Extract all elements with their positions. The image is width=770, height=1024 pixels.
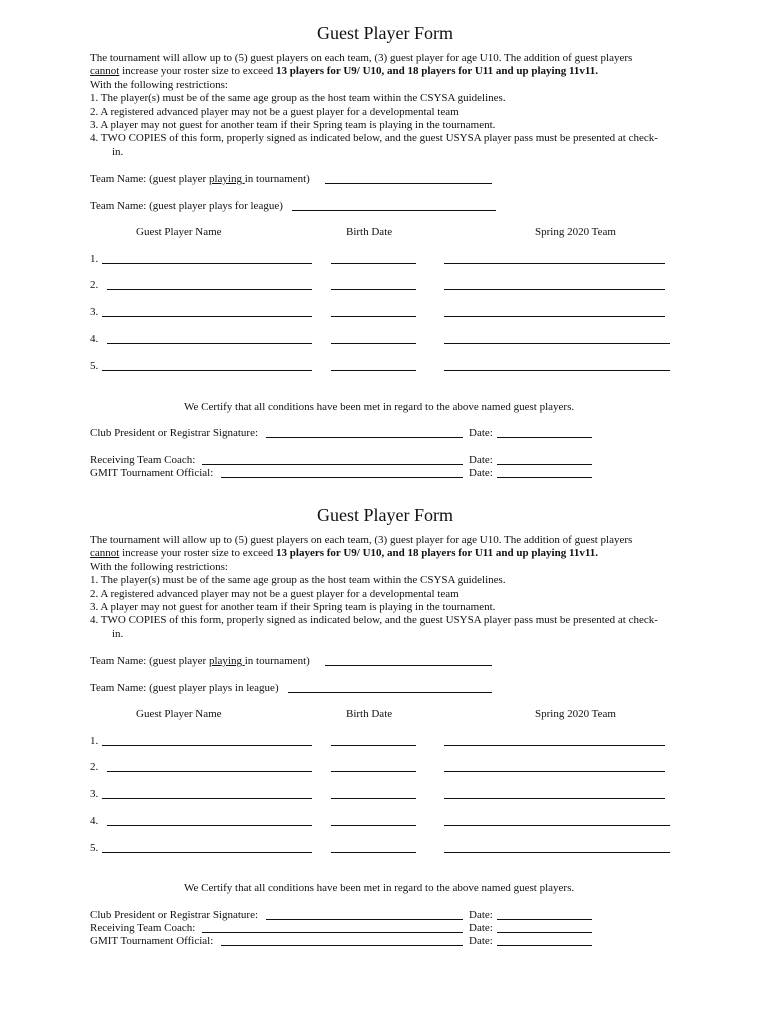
row-number: 4. [90,333,99,345]
player-name-field[interactable] [102,370,312,371]
row-number: 3. [90,306,99,318]
team-name-tournament-field[interactable] [325,183,492,184]
spring-team-field[interactable] [444,343,670,344]
date-field[interactable] [497,477,592,478]
col-header-spring-team: Spring 2020 Team [535,708,616,720]
roster-limit-text: 13 players for U9/ U10, and 18 players for U11 and up playing 11v11. [276,65,599,78]
spring-team-field[interactable] [444,745,665,746]
spring-team-field[interactable] [444,370,670,371]
date-field[interactable] [497,919,592,920]
player-name-field[interactable] [102,263,312,264]
date-label: Date: [469,454,493,466]
form-title: Guest Player Form [317,23,453,43]
date-label: Date: [469,935,493,947]
row-number: 2. [90,761,99,773]
rule-4-continued: in. [112,627,124,640]
team-name-tournament-label: Team Name: (guest player playing in tournament) [90,173,310,185]
player-name-field[interactable] [107,825,312,826]
col-header-name: Guest Player Name [136,226,222,238]
col-header-spring-team: Spring 2020 Team [535,226,616,238]
birth-date-field[interactable] [331,370,416,371]
row-number: 2. [90,279,99,291]
intro-line-2: cannot increase your roster size to exceed 13 players for U9/ U10, and 18 players for U11 and up playing 11v11. [90,65,599,78]
rule-4: 4. TWO COPIES of this form, properly signed as indicated below, and the guest USYSA player pass must be presented at check- [90,614,658,627]
cannot-emphasis: cannot [90,547,120,560]
row-number: 4. [90,815,99,827]
rule-3: 3. A player may not guest for another team if their Spring team is playing in the tournament. [90,601,496,613]
player-name-field[interactable] [102,852,312,853]
player-name-field[interactable] [102,798,312,799]
rule-1: 1. The player(s) must be of the same age group as the host team within the CSYSA guidelines. [90,574,506,587]
official-signature-field[interactable] [221,945,463,946]
president-signature-label: Club President or Registrar Signature: [90,909,259,921]
intro-line-1: The tournament will allow up to (5) guest players on each team, (3) guest player for age U10. The addition of guest players [90,534,633,546]
rule-4: 4. TWO COPIES of this form, properly signed as indicated below, and the guest USYSA player pass must be presented at check- [90,132,658,145]
birth-date-field[interactable] [331,771,416,772]
date-field[interactable] [497,932,592,933]
coach-signature-field[interactable] [202,932,463,933]
rule-2: 2. A registered advanced player may not be a guest player for a developmental team [90,105,459,118]
birth-date-field[interactable] [331,798,416,799]
birth-date-field[interactable] [331,316,416,317]
birth-date-field[interactable] [331,263,416,264]
spring-team-field[interactable] [444,798,665,799]
official-signature-field[interactable] [221,477,463,478]
player-name-field[interactable] [102,316,312,317]
team-name-tournament-field[interactable] [325,665,492,666]
certification-statement: We Certify that all conditions have been met in regard to the above named guest players. [184,401,575,413]
cannot-emphasis: cannot [90,65,120,78]
birth-date-field[interactable] [331,825,416,826]
form-title: Guest Player Form [317,505,453,525]
date-label: Date: [469,922,493,934]
restrictions-heading: With the following restrictions: [90,78,228,91]
team-name-league-label: Team Name: (guest player plays for league) [90,200,283,212]
row-number: 5. [90,842,99,854]
col-header-birth-date: Birth Date [346,708,393,720]
intro-line-2: cannot increase your roster size to exceed 13 players for U9/ U10, and 18 players for U11 and up playing 11v11. [90,547,599,560]
official-signature-label: GMIT Tournament Official: [90,467,214,479]
president-signature-label: Club President or Registrar Signature: [90,427,259,439]
birth-date-field[interactable] [331,852,416,853]
row-number: 1. [90,253,99,265]
row-number: 1. [90,735,99,747]
spring-team-field[interactable] [444,263,665,264]
birth-date-field[interactable] [331,289,416,290]
player-name-field[interactable] [107,343,312,344]
coach-signature-field[interactable] [202,464,463,465]
roster-limit-text: 13 players for U9/ U10, and 18 players for U11 and up playing 11v11. [276,547,599,560]
team-name-league-field[interactable] [288,692,492,693]
row-number: 5. [90,360,99,372]
row-number: 3. [90,788,99,800]
rule-3: 3. A player may not guest for another team if their Spring team is playing in the tournament. [90,119,496,131]
col-header-birth-date: Birth Date [346,226,393,238]
player-name-field[interactable] [107,771,312,772]
rule-1: 1. The player(s) must be of the same age group as the host team within the CSYSA guidelines. [90,92,506,105]
team-name-league-label: Team Name: (guest player plays in league) [90,682,279,694]
team-name-tournament-label: Team Name: (guest player playing in tournament) [90,655,310,667]
date-label: Date: [469,467,493,479]
date-label: Date: [469,427,493,439]
date-field[interactable] [497,945,592,946]
birth-date-field[interactable] [331,343,416,344]
president-signature-field[interactable] [266,919,463,920]
restrictions-heading: With the following restrictions: [90,560,228,573]
birth-date-field[interactable] [331,745,416,746]
player-name-field[interactable] [107,289,312,290]
date-field[interactable] [497,437,592,438]
spring-team-field[interactable] [444,852,670,853]
team-name-league-field[interactable] [292,210,496,211]
date-label: Date: [469,909,493,921]
rule-4-continued: in. [112,145,124,158]
spring-team-field[interactable] [444,771,665,772]
spring-team-field[interactable] [444,316,665,317]
spring-team-field[interactable] [444,289,665,290]
intro-line-1: The tournament will allow up to (5) guest players on each team, (3) guest player for age U10. The addition of guest players [90,52,633,64]
spring-team-field[interactable] [444,825,670,826]
certification-statement: We Certify that all conditions have been met in regard to the above named guest players. [184,882,575,894]
player-name-field[interactable] [102,745,312,746]
col-header-name: Guest Player Name [136,708,222,720]
rule-2: 2. A registered advanced player may not be a guest player for a developmental team [90,587,459,600]
coach-signature-label: Receiving Team Coach: [90,922,196,934]
president-signature-field[interactable] [266,437,463,438]
date-field[interactable] [497,464,592,465]
official-signature-label: GMIT Tournament Official: [90,935,214,947]
coach-signature-label: Receiving Team Coach: [90,454,196,466]
